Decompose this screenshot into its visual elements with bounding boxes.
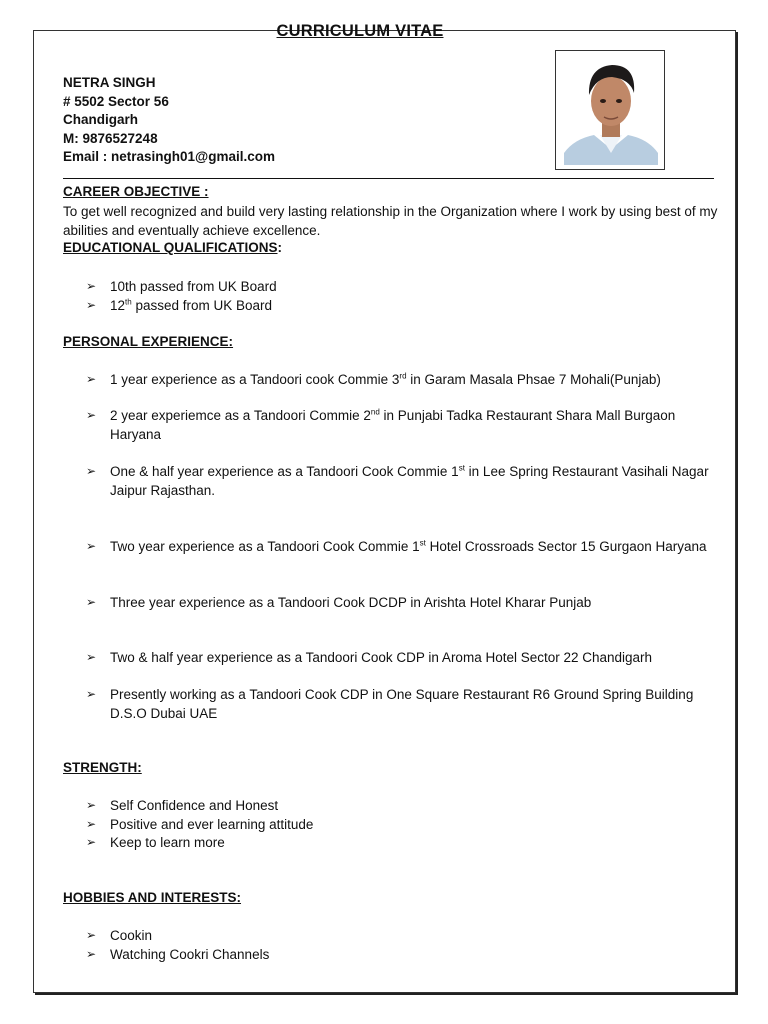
education-item-text: 10th passed from UK Board xyxy=(110,279,277,294)
experience-item-text: Presently working as a Tandoori Cook CDP in One Square Restaurant R6 Ground Spring Building D.S.O Dubai UAE xyxy=(110,687,694,721)
arrow-bullet-icon: ➢ xyxy=(86,372,97,386)
portrait-image xyxy=(564,57,658,165)
experience-item-text-rest: in Garam Masala Phsae 7 Mohali(Punjab) xyxy=(406,372,661,387)
arrow-bullet-icon: ➢ xyxy=(86,650,97,664)
experience-item-text: Two & half year experience as a Tandoori Cook CDP in Aroma Hotel Sector 22 Chandigarh xyxy=(110,650,653,665)
header-divider xyxy=(63,178,714,179)
experience-item-text: One & half year experience as a Tandoori Cook Commie 1 xyxy=(110,464,459,479)
arrow-bullet-icon: ➢ xyxy=(86,928,97,942)
ordinal-suffix: st xyxy=(458,463,465,473)
address-line-2: Chandigarh xyxy=(63,112,139,127)
arrow-bullet-icon: ➢ xyxy=(86,408,97,422)
experience-item-text: 2 year experiemce as a Tandoori Commie 2 xyxy=(110,408,371,423)
education-item-text: 12 xyxy=(110,298,126,313)
career-objective-text: To get well recognized and build very lasting relationship in the Organization where I work by using best of my abilities and eventually achieve excellence. xyxy=(63,204,718,238)
hobbies-heading: HOBBIES AND INTERESTS: xyxy=(63,890,242,905)
document-title: CURRICULUM VITAE xyxy=(276,22,444,40)
experience-item-text-rest: in Lee Spring Restaurant Vasihali Nagar Jaipur Rajasthan. xyxy=(110,464,709,498)
career-objective-heading: CAREER OBJECTIVE : xyxy=(63,184,209,199)
experience-item-text-rest: Hotel Crossroads Sector 15 Gurgaon Haryana xyxy=(425,539,707,554)
education-item-text-rest: passed from UK Board xyxy=(131,298,273,313)
arrow-bullet-icon: ➢ xyxy=(86,687,97,701)
strength-item-text: Self Confidence and Honest xyxy=(110,798,279,813)
arrow-bullet-icon: ➢ xyxy=(86,539,97,553)
hobby-item-text: Cookin xyxy=(110,928,153,943)
address-line-1: # 5502 Sector 56 xyxy=(63,93,169,109)
mobile-number: M: 9876527248 xyxy=(63,130,158,146)
ordinal-suffix: nd xyxy=(370,407,380,417)
arrow-bullet-icon: ➢ xyxy=(86,817,97,831)
candidate-name: NETRA SINGH xyxy=(63,75,156,90)
arrow-bullet-icon: ➢ xyxy=(86,279,97,293)
education-heading-colon: : xyxy=(277,240,282,255)
experience-heading: PERSONAL EXPERIENCE: xyxy=(63,334,234,349)
experience-item-text: Three year experience as a Tandoori Cook DCDP in Arishta Hotel Kharar Punjab xyxy=(110,595,592,610)
arrow-bullet-icon: ➢ xyxy=(86,798,97,812)
arrow-bullet-icon: ➢ xyxy=(86,595,97,609)
strength-item-text: Positive and ever learning attitude xyxy=(110,817,314,832)
contact-block xyxy=(63,74,275,167)
ordinal-suffix: rd xyxy=(399,371,407,381)
ordinal-suffix: st xyxy=(419,538,426,548)
arrow-bullet-icon: ➢ xyxy=(86,298,97,312)
strength-heading: STRENGTH: xyxy=(63,760,142,775)
ordinal-suffix: th xyxy=(125,297,132,307)
hobby-item-text: Watching Cookri Channels xyxy=(110,947,270,962)
email-address: Email : netrasingh01@gmail.com xyxy=(63,149,275,164)
experience-item-text: Two year experience as a Tandoori Cook Commie 1 xyxy=(110,539,420,554)
education-heading: EDUCATIONAL QUALIFICATIONS xyxy=(63,240,278,255)
arrow-bullet-icon: ➢ xyxy=(86,464,97,478)
strength-item-text: Keep to learn more xyxy=(110,835,225,850)
profile-photo xyxy=(555,50,665,170)
arrow-bullet-icon: ➢ xyxy=(86,835,97,849)
experience-item-text: 1 year experience as a Tandoori cook Commie 3 xyxy=(110,372,400,387)
experience-item-text-rest: in Punjabi Tadka Restaurant Shara Mall Burgaon Haryana xyxy=(110,408,676,442)
arrow-bullet-icon: ➢ xyxy=(86,947,97,961)
education-heading-wrap xyxy=(63,240,282,255)
